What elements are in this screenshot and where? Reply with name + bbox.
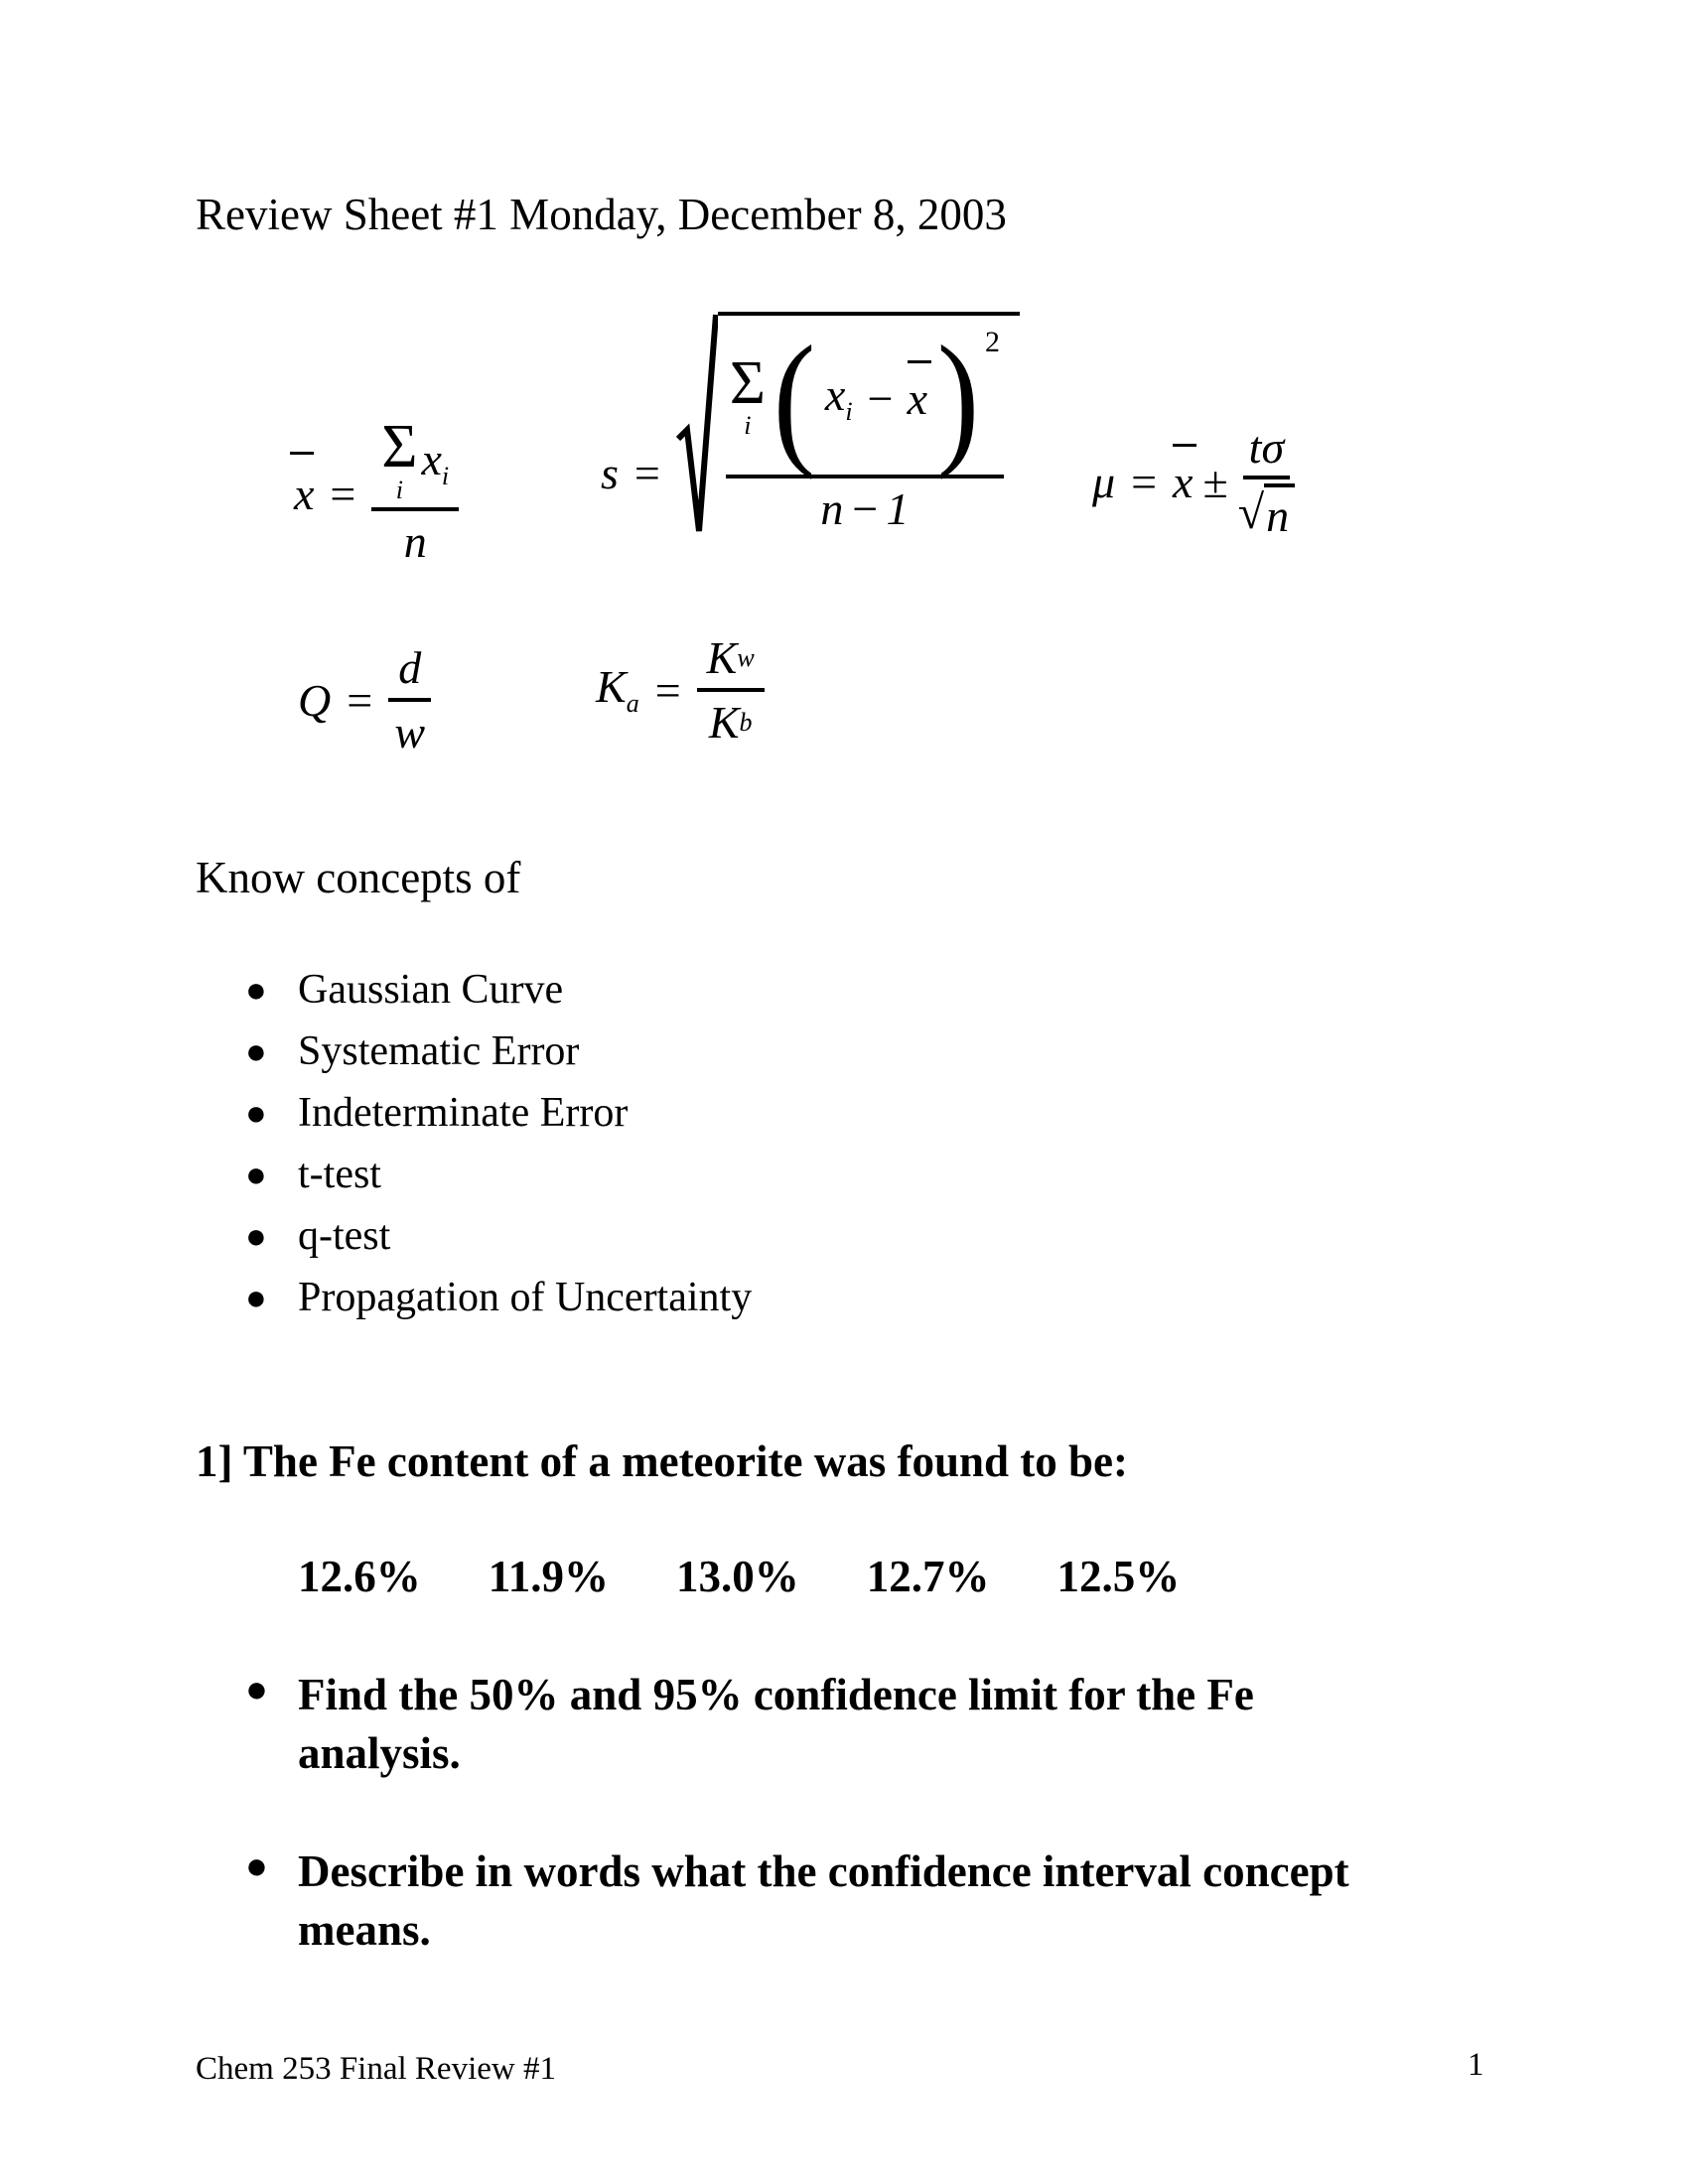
bullet-icon: ● <box>245 1155 267 1194</box>
task-label: Find the 50% and 95% confidence limit for the Fe analysis. <box>298 1670 1254 1778</box>
problem1-bullets <box>245 1666 1349 2019</box>
mean-denominator: n <box>403 515 427 567</box>
concept-label: Propagation of Uncertainty <box>298 1275 753 1320</box>
exponent-2: 2 <box>984 326 1000 358</box>
equals-sign: = <box>1131 456 1158 507</box>
fe-value: 11.9% <box>488 1552 610 1601</box>
bullet-icon: ● <box>245 1031 267 1071</box>
xbar-symbol: x <box>1173 456 1194 507</box>
formula-mean <box>294 413 459 568</box>
bullet-icon: ● <box>245 1216 267 1256</box>
s-symbol: s <box>601 447 619 498</box>
tsigma-fraction <box>1238 421 1295 542</box>
minus-sign: − <box>864 372 896 424</box>
summation-operator: Σ i <box>729 348 766 441</box>
task-item <box>245 1666 1349 1783</box>
task-label: Describe in words what the confidence interval concept means. <box>298 1846 1349 1955</box>
concept-item <box>245 959 752 1021</box>
equals-sign: = <box>347 674 373 726</box>
bullet-icon: ● <box>245 1845 268 1887</box>
equals-sign: = <box>633 447 660 498</box>
x-sub-i: $x_i$ <box>421 433 450 490</box>
concept-label: Systematic Error <box>298 1028 580 1074</box>
formula-qtest <box>298 641 431 758</box>
fe-values-row <box>298 1551 1180 1602</box>
left-paren: ( <box>773 316 816 480</box>
q-symbol: Q <box>298 674 332 726</box>
ka-fraction <box>697 631 765 749</box>
root-n: n <box>1264 483 1295 542</box>
footer-page-number: 1 <box>1468 2047 1484 2083</box>
concept-item <box>245 1267 752 1328</box>
concept-label: q-test <box>298 1213 391 1259</box>
equals-sign: = <box>330 469 356 520</box>
mu-symbol: μ <box>1092 456 1116 507</box>
concept-label: t-test <box>298 1152 381 1197</box>
concept-item <box>245 1021 752 1082</box>
concept-item <box>245 1205 752 1267</box>
bullet-icon: ● <box>245 1669 268 1710</box>
concept-item <box>245 1082 752 1144</box>
radical-icon: √ <box>1237 486 1265 539</box>
fe-value: 12.7% <box>866 1552 990 1601</box>
radical-icon <box>676 312 718 538</box>
right-paren: ) <box>936 316 980 480</box>
concept-item <box>245 1144 752 1205</box>
ka-symbol: $K_a$ <box>596 661 639 719</box>
fe-value: 12.5% <box>1056 1552 1181 1601</box>
kw-symbol: K w <box>697 631 765 692</box>
summation-operator: Σ i <box>381 413 418 504</box>
mean-fraction <box>371 413 459 568</box>
concepts-list <box>245 959 752 1328</box>
concept-label: Gaussian Curve <box>298 967 564 1013</box>
concept-label: Indeterminate Error <box>298 1090 629 1136</box>
fe-value: 12.6% <box>298 1552 421 1601</box>
equals-sign: = <box>654 664 681 716</box>
bullet-icon: ● <box>245 1093 267 1133</box>
x-sub-i: $x_i$ <box>824 369 853 427</box>
formula-stddev <box>601 312 1020 538</box>
problem1-heading: 1] The Fe content of a meteorite was found to be: <box>196 1436 1129 1486</box>
page-title: Review Sheet #1 Monday, December 8, 2003 <box>196 190 1007 239</box>
plus-minus-sign: ± <box>1202 456 1228 507</box>
formula-confidence <box>1092 421 1295 542</box>
footer-course-label: Chem 253 Final Review #1 <box>196 2051 556 2087</box>
sigma-symbol: σ <box>1261 422 1285 473</box>
task-item <box>245 1843 1349 1960</box>
xbar-symbol: x <box>294 469 315 520</box>
stddev-denominator: n − 1 <box>820 483 910 534</box>
square-root <box>676 312 1020 538</box>
kb-symbol: K b <box>708 697 753 748</box>
concepts-heading: Know concepts of <box>196 853 521 902</box>
xbar-symbol: x <box>907 372 928 424</box>
bullet-icon: ● <box>245 1278 267 1317</box>
t-symbol: t <box>1248 422 1262 473</box>
bullet-icon: ● <box>245 970 267 1010</box>
formula-ka <box>596 631 765 749</box>
q-fraction: $\frac{d}{w}$ <box>388 641 431 758</box>
fe-value: 13.0% <box>676 1552 799 1601</box>
